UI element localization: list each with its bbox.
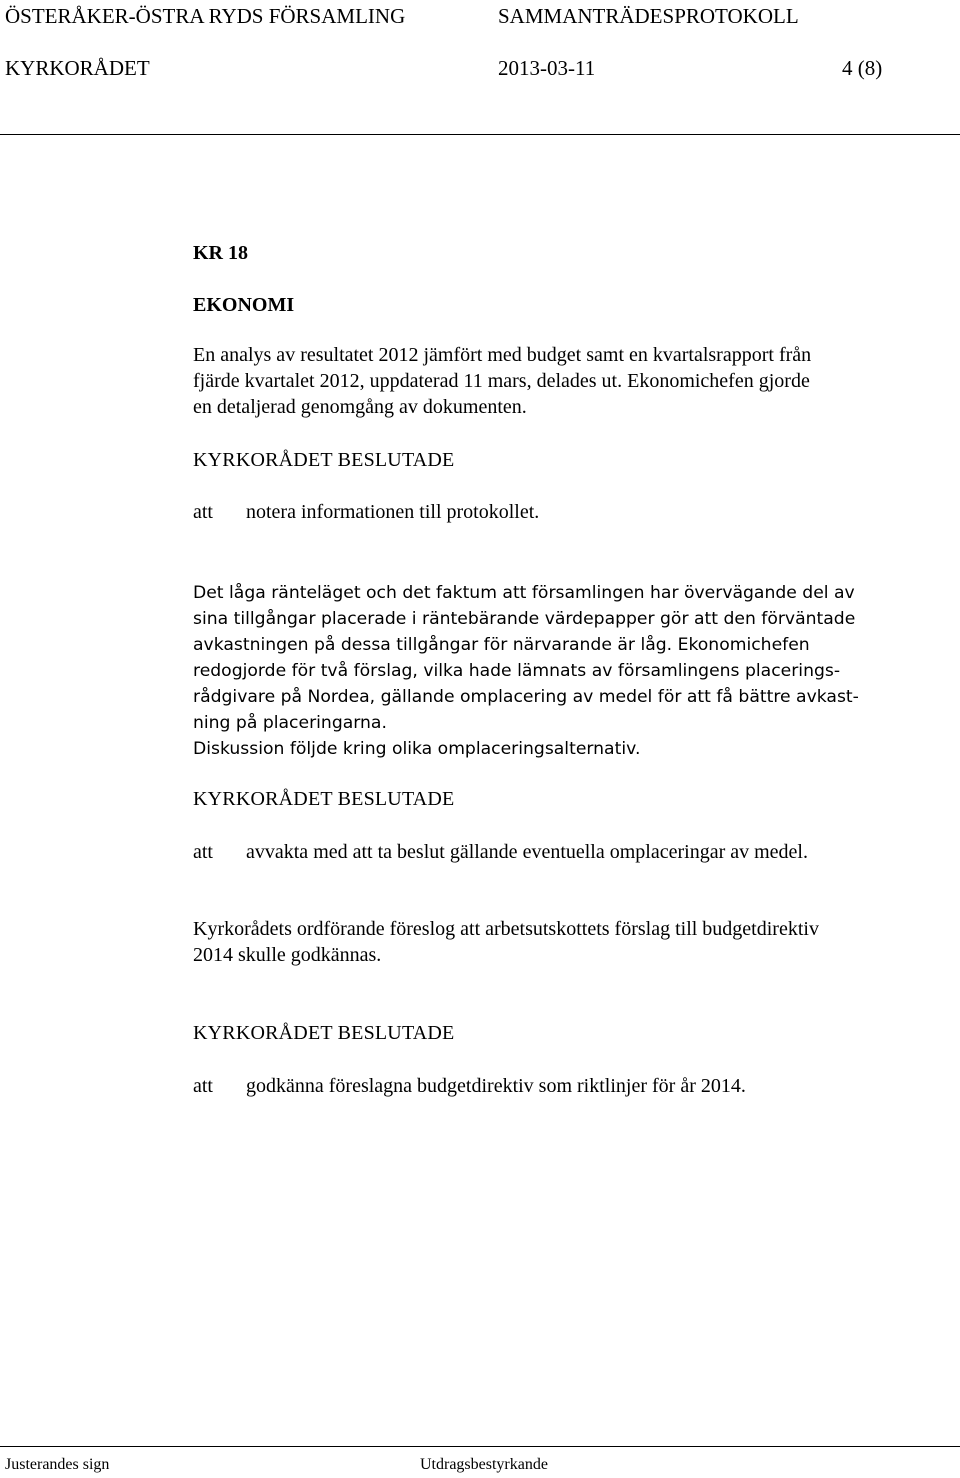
decision-text: godkänna föreslagna budgetdirektiv som riktlinjer för år 2014. xyxy=(246,1075,746,1097)
footer-certification-label: Utdragsbestyrkande xyxy=(420,1456,548,1473)
proposal-line: 2014 skulle godkännas. xyxy=(193,944,382,966)
page-number: 4 (8) xyxy=(842,56,883,80)
section-title: EKONOMI xyxy=(193,294,295,316)
decision-heading: KYRKORÅDET BESLUTADE xyxy=(193,788,455,810)
header-rule xyxy=(0,134,960,135)
footer-signature-label: Justerandes sign xyxy=(5,1456,110,1473)
decision-heading: KYRKORÅDET BESLUTADE xyxy=(193,449,455,471)
discussion-line: Diskussion följde kring olika omplaceringsalternativ. xyxy=(193,739,641,759)
decision-att: att xyxy=(193,841,213,863)
intro-line: fjärde kvartalet 2012, uppdaterad 11 mars, delades ut. Ekonomichefen gjorde xyxy=(193,370,810,392)
meeting-body: KYRKORÅDET xyxy=(5,56,150,80)
discussion-line: ning på placeringarna. xyxy=(193,713,387,733)
discussion-line: rådgivare på Nordea, gällande omplacering av medel för att få bättre avkast- xyxy=(193,687,859,707)
decision-att: att xyxy=(193,1075,213,1097)
discussion-line: Det låga ränteläget och det faktum att församlingen har övervägande del av xyxy=(193,583,855,603)
section-number: KR 18 xyxy=(193,242,248,264)
decision-text: avvakta med att ta beslut gällande eventuella omplaceringar av medel. xyxy=(246,841,808,863)
organisation-name: ÖSTERÅKER-ÖSTRA RYDS FÖRSAMLING xyxy=(5,4,406,28)
decision-heading: KYRKORÅDET BESLUTADE xyxy=(193,1022,455,1044)
intro-line: En analys av resultatet 2012 jämfört med budget samt en kvartalsrapport från xyxy=(193,344,812,366)
decision-text: notera informationen till protokollet. xyxy=(246,501,540,523)
discussion-paragraph xyxy=(193,580,913,762)
document-type: SAMMANTRÄDESPROTOKOLL xyxy=(498,4,799,28)
intro-line: en detaljerad genomgång av dokumenten. xyxy=(193,396,527,418)
discussion-line: sina tillgångar placerade i räntebärande värdepapper gör att den förväntade xyxy=(193,609,856,629)
footer-rule xyxy=(0,1446,960,1447)
discussion-line: avkastningen på dessa tillgångar för närvarande är låg. Ekonomichefen xyxy=(193,635,810,655)
meeting-date: 2013-03-11 xyxy=(498,56,596,80)
proposal-line: Kyrkorådets ordförande föreslog att arbetsutskottets förslag till budgetdirektiv xyxy=(193,918,819,940)
discussion-line: redogjorde för två förslag, vilka hade lämnats av församlingens placerings- xyxy=(193,661,841,681)
decision-att: att xyxy=(193,501,213,523)
